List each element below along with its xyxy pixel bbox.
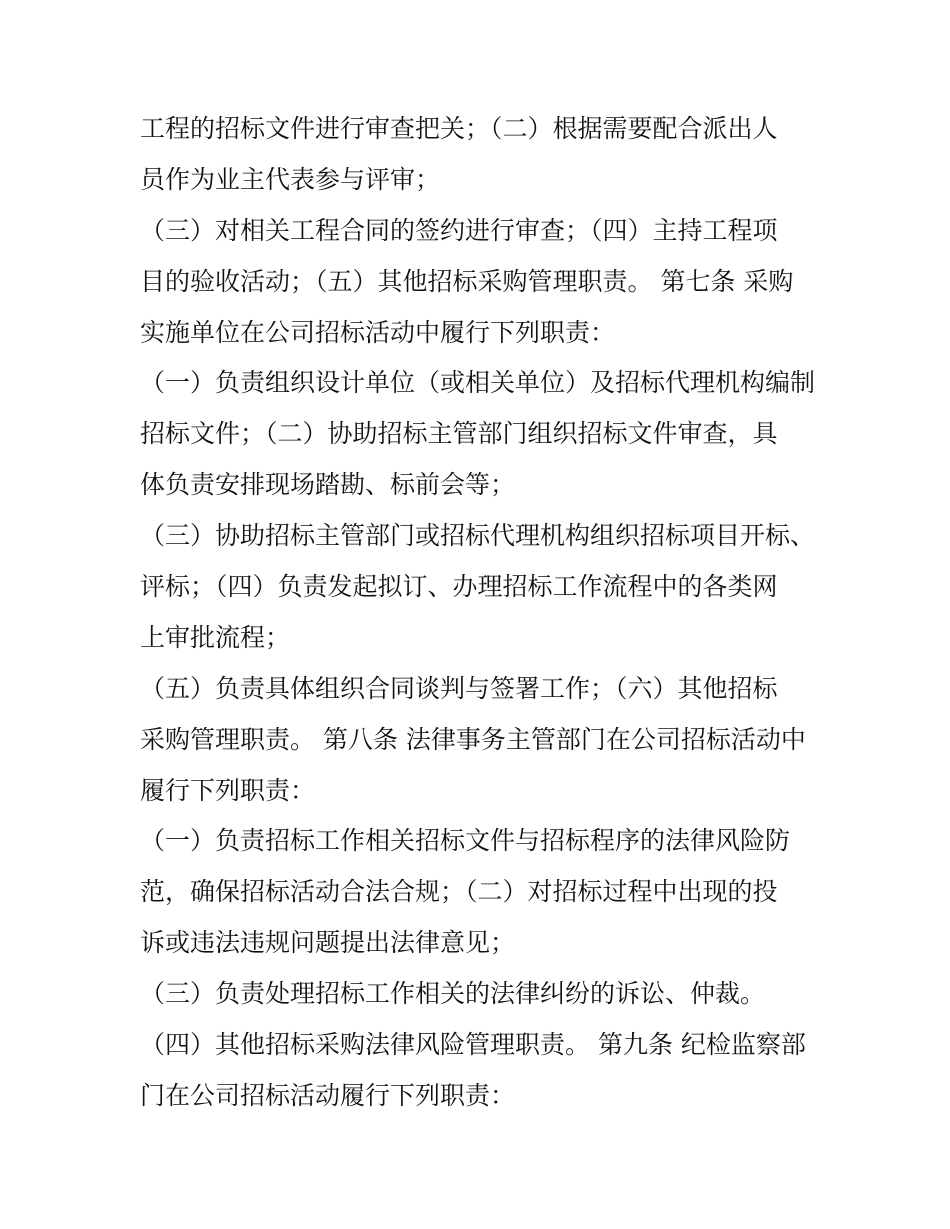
text-line: 员作为业主代表参与评审； xyxy=(140,164,441,194)
text-line: 履行下列职责： xyxy=(140,775,316,805)
text-line: 体负责安排现场踏勘、标前会等； xyxy=(140,470,516,500)
text-line: 诉或违法违规问题提出法律意见； xyxy=(140,928,516,958)
text-line: （一）负责组织设计单位（或相关单位）及招标代理机构编制 xyxy=(140,368,816,398)
text-line: 目的验收活动；（五）其他招标采购管理职责。 第七条 采购 xyxy=(140,266,794,296)
text-line: 招标文件；（二）协助招标主管部门组织招标文件审查，具 xyxy=(140,419,778,449)
body-text xyxy=(140,104,820,1122)
text-line: 实施单位在公司招标活动中履行下列职责： xyxy=(140,317,616,347)
text-line: （三）对相关工程合同的签约进行审查；（四）主持工程项 xyxy=(140,215,778,245)
text-line: （五）负责具体组织合同谈判与签署工作；（六）其他招标 xyxy=(140,673,778,703)
text-line: 工程的招标文件进行审查把关；（二）根据需要配合派出人 xyxy=(140,114,778,143)
text-line: （三）负责处理招标工作相关的法律纠纷的诉讼、仲裁。 xyxy=(140,979,766,1009)
text-line: （三）协助招标主管部门或招标代理机构组织招标项目开标、 xyxy=(140,521,816,551)
text-line: 上审批流程； xyxy=(140,622,291,652)
text-line: 门在公司招标活动履行下列职责： xyxy=(140,1080,516,1110)
text-line: （四）其他招标采购法律风险管理职责。 第九条 纪检监察部 xyxy=(140,1030,806,1060)
text-line: 采购管理职责。 第八条 法律事务主管部门在公司招标活动中 xyxy=(140,724,806,754)
text-line: 评标；（四）负责发起拟订、办理招标工作流程中的各类网 xyxy=(140,572,778,602)
text-line: 范，确保招标活动合法合规；（二）对招标过程中出现的投 xyxy=(140,877,778,907)
text-line: （一）负责招标工作相关招标文件与招标程序的法律风险防 xyxy=(140,826,791,856)
